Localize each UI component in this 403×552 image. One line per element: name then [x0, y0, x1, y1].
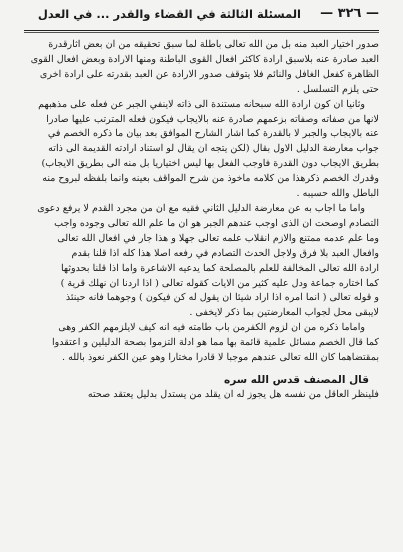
text-line: وما علم عدمه ممتنع والازم انقلاب علمه تعالى جهلا و هذا جار في افعال الله تعالى — [57, 232, 379, 244]
page-number: — ٣٢٦ — — [320, 6, 379, 21]
header-rule — [24, 30, 379, 31]
text-line: العبد صادرة عنه بلاسبق ارادة كاكثر افعال القوى الباطنة ومنها الارادة وبعض افعال القوى — [30, 53, 379, 65]
text-line: فلينظر العاقل من نفسه هل يجوز له ان يقلد من يستدل بدليل يعتقد صحته — [87, 388, 379, 400]
paragraph-p2 — [24, 98, 379, 202]
text-line: عنه بالايجاب والجبر لا بالقدرة كما اشار الشارح الموافق بعد بيان ما ذكره الخصم في — [47, 128, 379, 140]
header-rule-thin — [24, 32, 379, 33]
paragraphs — [24, 38, 379, 366]
text-line: وافعال العبد بلا فرق ولاجل الحدث التصادم في رفعه اصلا هذا كله اذا قلنا بقدم — [71, 247, 379, 259]
text-line: بطريق الايجاب دون القدرة فاوجب الفعل بها ليس اختياريا بل منه الى بطريق الايجاب) — [41, 158, 379, 170]
text-line: وقدرك الخصم ذكرهذا من كلامه ماخوذ من شرح المواقف بعينه وانما بلفظه لبروح منه — [42, 173, 379, 185]
text-line: التصادم اوصحت ان الذى اوجب عندهم الجبر هو ان ما علم الله تعالى وجوده واجب — [54, 217, 379, 229]
text-line: كما قال الخصم مسائل علمية قائمة بها مما هو ادلة التزموا بصحة الدليلين و اعتقدوا — [51, 337, 379, 349]
section-heading: قال المصنف قدس الله سره — [224, 373, 369, 386]
text-line: و قوله تعالى ( انما امره اذا اراد شيئا ان يقول له كن فيكون ) وجوهما فانه حينئذ — [65, 292, 379, 304]
section-body — [24, 388, 379, 403]
text-line: الظاهرة كفعل الغافل والنائم فلا يتوقف صدور الارادة عن العبد بقدرته على ارادة اخرى — [39, 68, 379, 80]
text-line: حتى يلزم التسلسل . — [296, 83, 379, 95]
text-line: الباطل والله حسيبه . — [296, 188, 379, 200]
paragraph-p4 — [24, 321, 379, 366]
text-line: كما اختاره جماعة ودل عليه كثير من الايات كقوله تعالى ( اذا اردنا ان نهلك قرية ) — [60, 277, 379, 289]
text-line: صدور اختيار العبد منه بل من الله تعالى باطلة لما سبق تحقيقه من ان بعض اثارقدرة — [48, 39, 379, 50]
body-text — [24, 38, 379, 403]
text-line: لانها من صفاته وصفاته بزعمهم صادرة عنه بالايجاب فيكون فعله المترتب عليها صادرا — [46, 113, 379, 125]
text-line: لايبقى محل لجواب المعارضتين بما ذكر لايخفى . — [189, 307, 379, 319]
page-header — [24, 6, 379, 28]
text-line: وثانيا ان كون ارادة الله سبحانه مستندة الى ذاته لاينفي الجبر عن فعله على مذهبهم — [38, 98, 365, 110]
text-line: واماما ذكره من ان لزوم الكفرمن باب طامته فيه انه كيف لايلزمهم الكفر وهى — [58, 322, 365, 334]
text-line: ارادة الله تعالى المخالفة للعلم بالمصلحة كما يدعيه الاشاعرة واما اذا قلنا بحدوثها — [61, 262, 379, 274]
running-title: المسئلة الثالثة في القضاء والقدر ... في العدل — [37, 7, 301, 21]
text-line: بمقتضاهما كان الله تعالى عندهم موجبا لا قادرا مختارا وهو عين الكفر نعوذ بالله . — [62, 352, 379, 364]
paragraph-p3 — [24, 202, 379, 321]
text-line: جواب معارضة الدليل الاول بقال (لكن يتجه ان يقال لو استناد ارادته القديمة الى ذاته — [48, 143, 379, 155]
text-line: واما ما اجاب به عن معارضة الدليل الثاني فقيه مع ان من مجرد القدم لا يرفع دعوى — [37, 202, 365, 214]
paragraph-p1 — [24, 38, 379, 98]
